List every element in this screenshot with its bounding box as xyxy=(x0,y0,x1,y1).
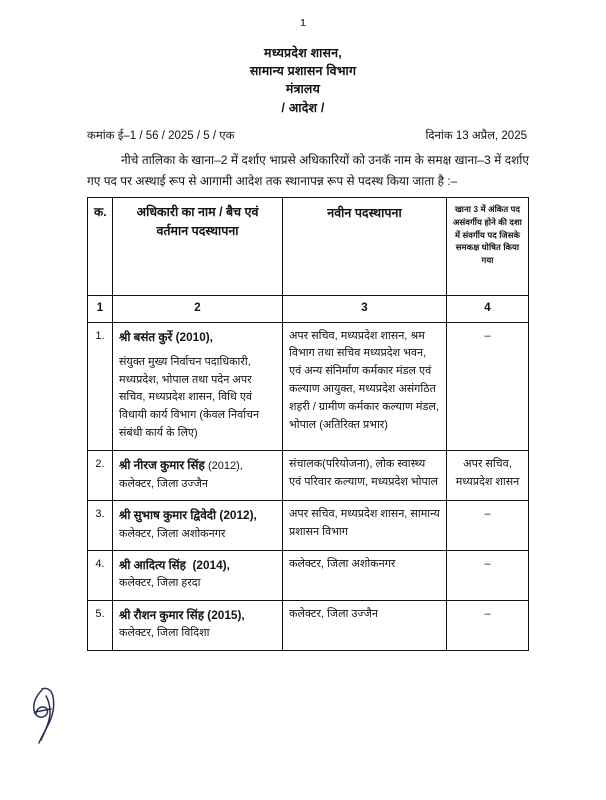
body-paragraph-text: नीचे तालिका के खाना–2 में दर्शाए भाप्रसे अधिकारियों को उनकॅ नाम के समक्ष खाना–3 में दर्शाए गए पद पर अस्थाई रूप से आगामी आदेश तक स्थानापन्न रूप से पदस्थ किया जाता है :– xyxy=(87,153,529,188)
table-header-officer-line2: वर्तमान पदस्थापना xyxy=(156,223,239,238)
row-officer-name xyxy=(119,556,276,575)
body-paragraph xyxy=(87,150,529,192)
officer-batch: (2015), xyxy=(207,608,245,623)
row-officer-cell xyxy=(113,551,283,601)
row-serial-number: 4. xyxy=(88,551,113,601)
table-row xyxy=(88,322,529,450)
row-serial-number: 5. xyxy=(88,601,113,651)
table-header-new-posting: नवीन पदस्थापना xyxy=(283,198,447,296)
reference-number: कमांक ई–1 / 56 / 2025 / 5 / एक xyxy=(87,130,235,142)
row-officer-cell xyxy=(113,450,283,501)
letterhead-line-order: / आदेश / xyxy=(281,101,325,116)
column-number-2: 2 xyxy=(113,296,283,323)
row-officer-cell xyxy=(113,601,283,651)
column-number-3: 3 xyxy=(283,296,447,323)
table-row xyxy=(88,501,529,551)
letterhead-line-secretariat: मंत्रालय xyxy=(285,82,321,97)
page-number: 1 xyxy=(300,18,306,29)
row-current-posting: कलेक्टर, जिला विदिशा xyxy=(119,627,210,640)
row-new-posting: कलेक्टर, जिला अशोकनगर xyxy=(283,551,447,601)
officer-batch: (2014), xyxy=(192,558,230,573)
row-new-posting: अपर सचिव, मध्यप्रदेश शासन, सामान्य प्रशासन विभाग xyxy=(283,501,447,551)
row-officer-name xyxy=(119,606,276,625)
reference-date: दिनांक 13 अप्रैल, 2025 xyxy=(425,130,527,142)
row-new-posting: अपर सचिव, मध्यप्रदेश शासन, श्रम विभाग तथा सचिव मध्यप्रदेश भवन, एवं अन्य संनिर्माण कर्मकार मंडल एवं कल्याण आयुक्त, मध्यप्रदेश असंगठित शहरी / ग्रामीण कर्मकार कल्याण मंडल, भोपाल (अतिरिक्त प्रभार) xyxy=(283,322,447,450)
row-current-posting: कलेक्टर, जिला उज्जैन xyxy=(119,477,209,490)
row-equivalent-post: – xyxy=(447,322,529,450)
row-new-posting: संचालक(परियोजना), लोक स्वास्थ्य एवं परिवार कल्याण, मध्यप्रदेश भोपाल xyxy=(283,450,447,501)
table-row xyxy=(88,450,529,501)
letterhead-line-department: सामान्य प्रशासन विभाग xyxy=(249,64,357,79)
row-equivalent-post: अपर सचिव, मध्यप्रदेश शासन xyxy=(447,450,529,501)
officer-batch: (2010), xyxy=(175,329,213,344)
row-equivalent-post: – xyxy=(447,501,529,551)
row-equivalent-post: – xyxy=(447,551,529,601)
row-officer-cell xyxy=(113,501,283,551)
officer-batch: (2012), xyxy=(219,508,257,523)
row-serial-number: 3. xyxy=(88,501,113,551)
officer-name-text: श्री आदित्य सिंह xyxy=(119,558,186,573)
letterhead xyxy=(0,44,606,118)
row-equivalent-post: – xyxy=(447,601,529,651)
row-new-posting: कलेक्टर, जिला उज्जैन xyxy=(283,601,447,651)
table-row xyxy=(88,601,529,651)
table-row xyxy=(88,551,529,601)
officer-name-text: श्री बसंत कुर्रे xyxy=(119,329,173,344)
row-serial-number: 1. xyxy=(88,322,113,450)
row-officer-cell xyxy=(113,322,283,450)
officer-name-text: श्री सुभाष कुमार द्विवेदी xyxy=(119,508,217,523)
table-header-officer xyxy=(113,198,283,296)
row-officer-name xyxy=(119,328,276,347)
officer-name-text: श्री रौशन कुमार सिंह xyxy=(119,608,204,623)
officer-batch: (2012), xyxy=(208,459,243,472)
row-serial-number: 2. xyxy=(88,450,113,501)
row-spacer xyxy=(119,347,276,354)
row-current-posting: कलेक्टर, जिला हरदा xyxy=(119,577,201,590)
officer-name-text: श्री नीरज कुमार सिंह xyxy=(119,457,205,472)
row-officer-name xyxy=(119,506,276,525)
row-current-posting: कलेक्टर, जिला अशोकनगर xyxy=(119,527,226,540)
column-number-4: 4 xyxy=(447,296,529,323)
letterhead-line-government: मध्यप्रदेश शासन, xyxy=(264,46,342,60)
table-header-row xyxy=(88,198,529,296)
handwritten-signature-icon xyxy=(22,676,82,752)
reference-line xyxy=(87,128,527,143)
table-header-officer-line1: अधिकारी का नाम / बैच एवं xyxy=(136,205,259,219)
table-header-serial: क. xyxy=(88,198,113,296)
row-officer-name xyxy=(119,456,276,476)
row-current-posting: संयुक्त मुख्य निर्वाचन पदाधिकारी, मध्यप्रदेश, भोपाल तथा पदेन अपर सचिव, मध्यप्रदेश शासन, विधि एवं विधायी कार्य विभाग (केवल निर्वाचन संबंधी कार्य के लिए) xyxy=(119,355,260,439)
table-header-equivalent-post: खाना 3 में अंकित पद असंवर्गीय होने की दशा में संवर्गीय पद जिसके समकक्ष घोषित किया गया xyxy=(447,198,529,296)
table-column-number-row xyxy=(88,296,529,323)
posting-order-table xyxy=(87,197,529,651)
column-number-1: 1 xyxy=(88,296,113,323)
